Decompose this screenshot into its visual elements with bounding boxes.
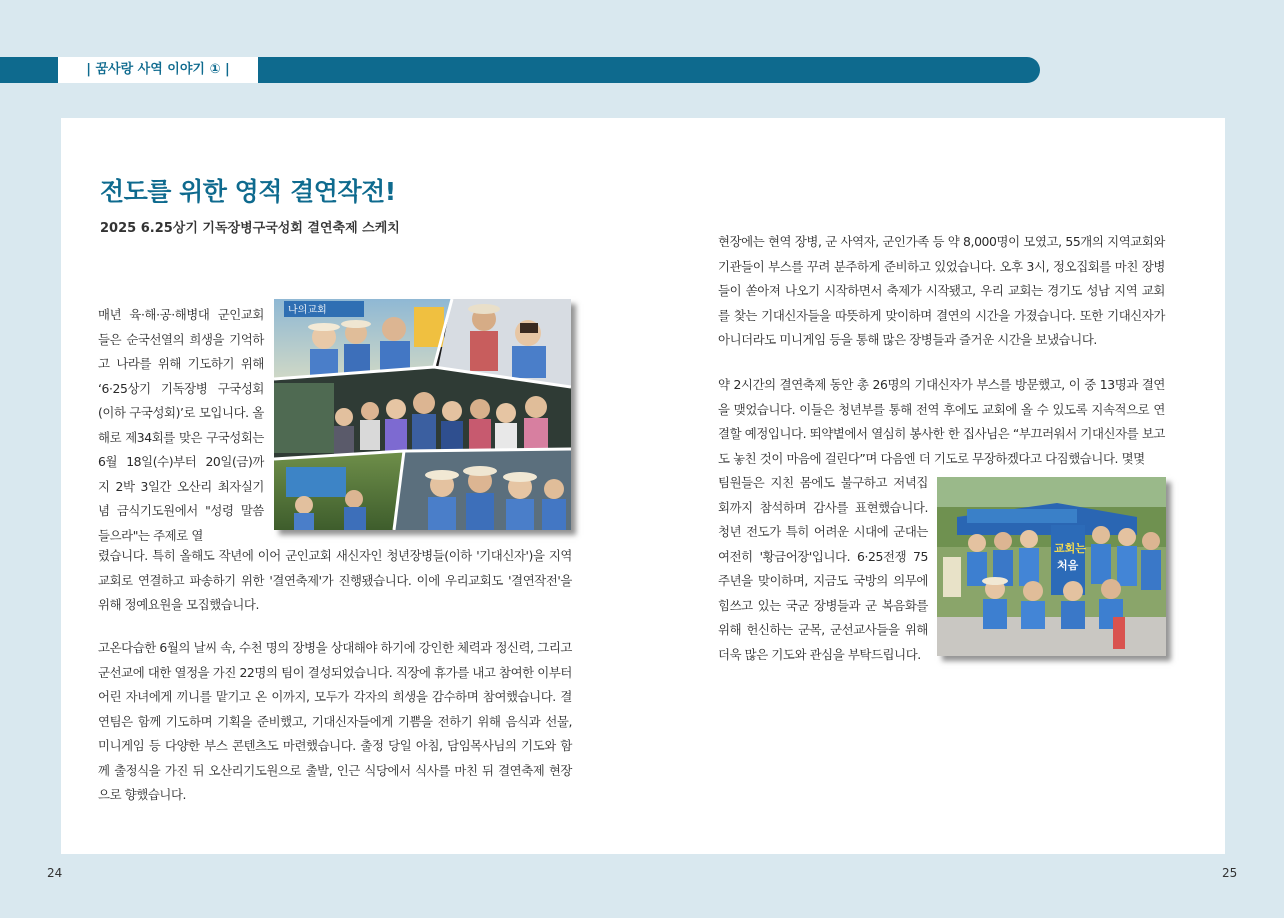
booth-photo [937, 477, 1166, 656]
right-paragraph-1: 현장에는 현역 장병, 군 사역자, 군인가족 등 약 8,000명이 모였고, 55개의 지역교회와 기관들이 부스를 꾸려 분주하게 준비하고 있었습니다. 오후 3시, 정오집회를 마친 장병들이 쏟아져 나오기 시작하면서 축제가 시작됐고, 우리 교회는 경기도 성남 지역 교회를 찾는 기대신자들을 따뜻하게 맞이하며 결연의 시간을 가졌습니다. 또한 기대신자가 아니더라도 미니게임 등을 통해 많은 장병들과 즐거운 시간을 보냈습니다. [718, 234, 1165, 347]
right-paragraph-2: 약 2시간의 결연축제 동안 총 26명의 기대신자가 부스를 방문했고, 이 중 13명과 결연을 맺었습니다. 이들은 청년부를 통해 전역 후에도 교회에 올 수 있도록 지속적으로 연결할 예정입니다. 뙤약볕에서 열심히 봉사한 한 집사님은 “부끄러워서 기대신자를 보고도 놓친 것이 마음에 걸린다”며 다음엔 더 기도로 무장하겠다고 다짐했습니다. 몇몇 [718, 377, 1165, 466]
collage-photo [274, 299, 571, 530]
right-column-narrow-text: 팀원들은 지친 몸에도 불구하고 저녁집회까지 참석하며 감사를 표현했습니다. 청년 전도가 특히 어려운 시대에 군대는 여전히 '황금어장'입니다. 6·25전쟁 75주년을 맞이하며, 지금도 국방의 의무에 힘쓰고 있는 국군 장병들과 군 복음화를 위해 헌신하는 군목, 군선교사들을 위해 더욱 많은 기도와 관심을 부탁드립니다. [718, 475, 928, 662]
booth-sign-text-2: 처음 [1057, 559, 1079, 572]
page-number-left: 24 [47, 866, 63, 880]
booth-sign-text: 교회는 [1054, 542, 1086, 555]
left-column-wide-text: 렸습니다. 특히 올해도 작년에 이어 군인교회 새신자인 청년장병들(이하 '기대신자')을 지역교회로 연결하고 파송하기 위한 '결연축제'가 진행됐습니다. 이에 우리교회도 '결연작전'을 위해 정예요원을 모집했습니다. [98, 548, 572, 612]
left-column-narrow-text: 매년 육·해·공·해병대 군인교회들은 순국선열의 희생을 기억하고 나라를 위해 기도하기 위해 ‘6·25상기 기독장병 구국성회(이하 구국성회)’로 모입니다. 올해로 제34회를 맞은 구국성회는 6월 18일(수)부터 20일(금)까지 2박 3일간 오산리 최자실기념 금식기도원에서 "성령 말씀 들으라"는 주제로 열 [98, 307, 264, 543]
article-subtitle: 2025 6.25상기 기독장병구국성회 결연축제 스케치 [100, 221, 400, 236]
collage-photo-graphic [274, 299, 571, 530]
section-header-bar [0, 57, 1040, 83]
article-title: 전도를 위한 영적 결연작전! [100, 177, 396, 206]
collage-banner-text: 나의교회 [288, 305, 327, 316]
left-paragraph-2: 고온다습한 6월의 날씨 속, 수천 명의 장병을 상대해야 하기에 강인한 체력과 정신력, 그리고 군선교에 대한 열정을 가진 22명의 팀이 결성되었습니다. 직장에 휴가를 내고 참여한 이부터 어린 자녀에게 끼니를 맡기고 온 이까지, 모두가 각자의 희생을 감수하며 참여했습니다. 결연팀은 함께 기도하며 기획을 준비했고, 기대신자들에게 기쁨을 전하기 위해 음식과 선물, 미니게임 등 다양한 부스 콘텐츠도 마련했습니다. 출정 당일 아침, 담임목사님의 기도와 함께 출정식을 가진 뒤 오산리기도원으로 출발, 인근 식당에서 식사를 마친 뒤 결연축제 현장으로 향했습니다. [98, 640, 572, 802]
page-number-right: 25 [1222, 866, 1238, 880]
section-label: | 꿈사랑 사역 이야기 ① | [58, 57, 258, 83]
booth-photo-graphic [937, 477, 1166, 656]
